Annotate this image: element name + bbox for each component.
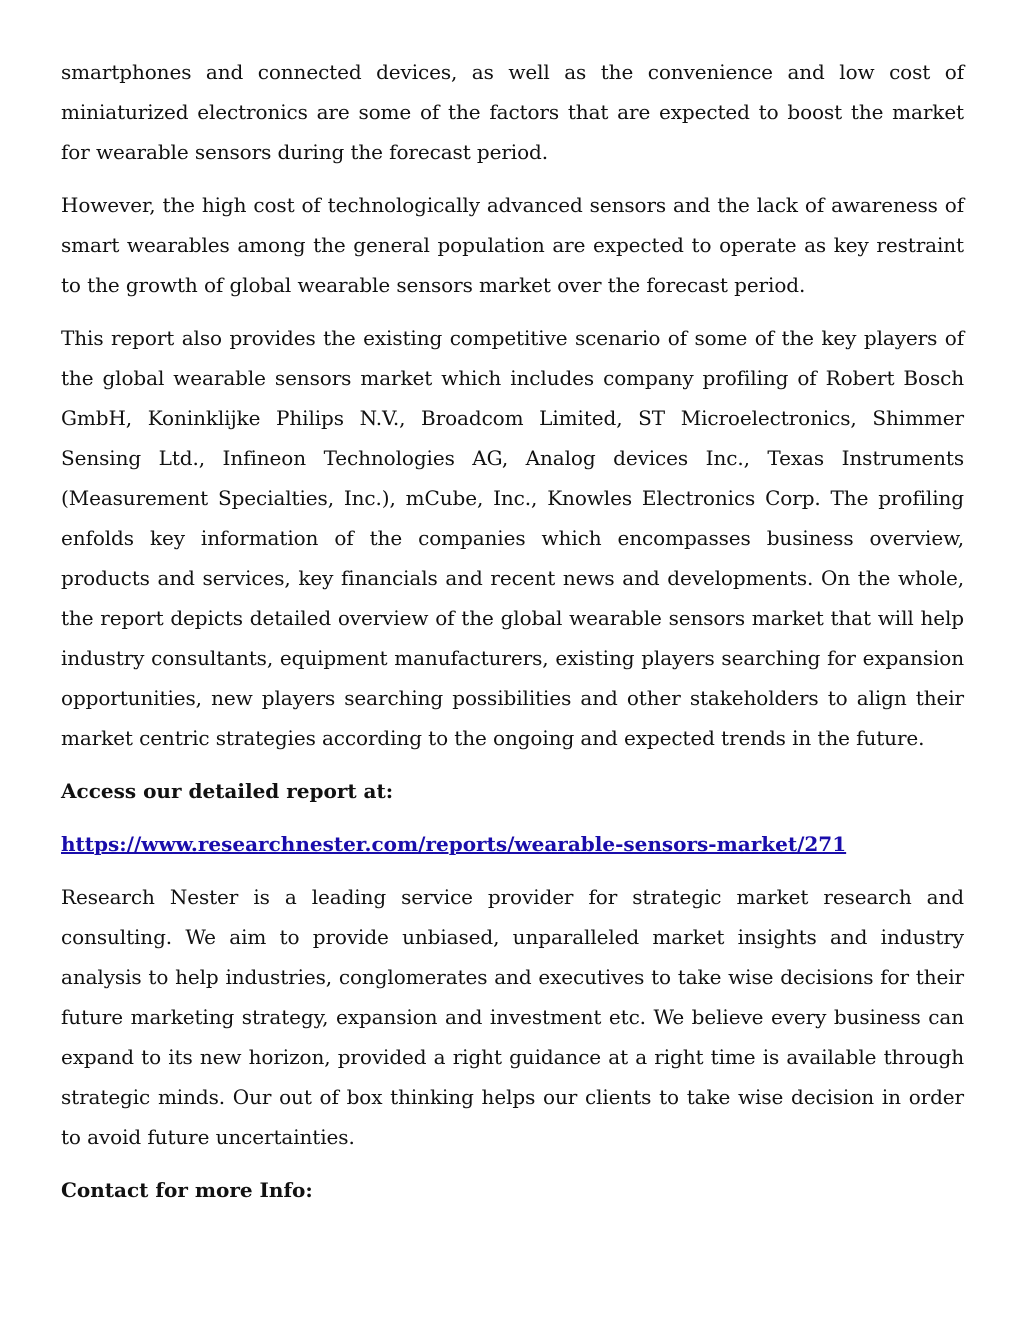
document-page bbox=[61, 52, 964, 1223]
intro-paragraph: smartphones and connected devices, as well as the convenience and low cost of miniaturized electronics are some of the factors that are expected to boost the market for wearable sensors during the forecast period. bbox=[61, 60, 964, 164]
access-report-heading: Access our detailed report at: bbox=[61, 779, 394, 803]
key-players-paragraph: This report also provides the existing competitive scenario of some of the key players of the global wearable sensors market which includes company profiling of Robert Bosch GmbH, Koninklijke Philips N.V., Broadcom Limited, ST Microelectronics, Shimmer Sensing Ltd., Infineon Technologies AG, Analog devices Inc., Texas Instruments (Measurement Specialties, Inc.), mCube, Inc., Knowles Electronics Corp. The profiling enfolds key information of the companies which encompasses business overview, products and services, key financials and recent news and developments. On the whole, the report depicts detailed overview of the global wearable sensors market that will help industry consultants, equipment manufacturers, existing players searching for expansion opportunities, new players searching possibilities and other stakeholders to align their market centric strategies according to the ongoing and expected trends in the future. bbox=[61, 326, 964, 750]
about-company-paragraph: Research Nester is a leading service provider for strategic market research and consulting. We aim to provide unbiased, unparalleled market insights and industry analysis to help industries, conglomerates and executives to take wise decisions for their future marketing strategy, expansion and investment etc. We believe every business can expand to its new horizon, provided a right guidance at a right time is available through strategic minds. Our out of box thinking helps our clients to take wise decision in order to avoid future uncertainties. bbox=[61, 885, 964, 1149]
contact-heading: Contact for more Info: bbox=[61, 1178, 313, 1202]
report-link[interactable]: https://www.researchnester.com/reports/wearable-sensors-market/271 bbox=[61, 832, 847, 856]
restraint-paragraph: However, the high cost of technologically advanced sensors and the lack of awareness of smart wearables among the general population are expected to operate as key restraint to the growth of global wearable sensors market over the forecast period. bbox=[61, 193, 964, 297]
